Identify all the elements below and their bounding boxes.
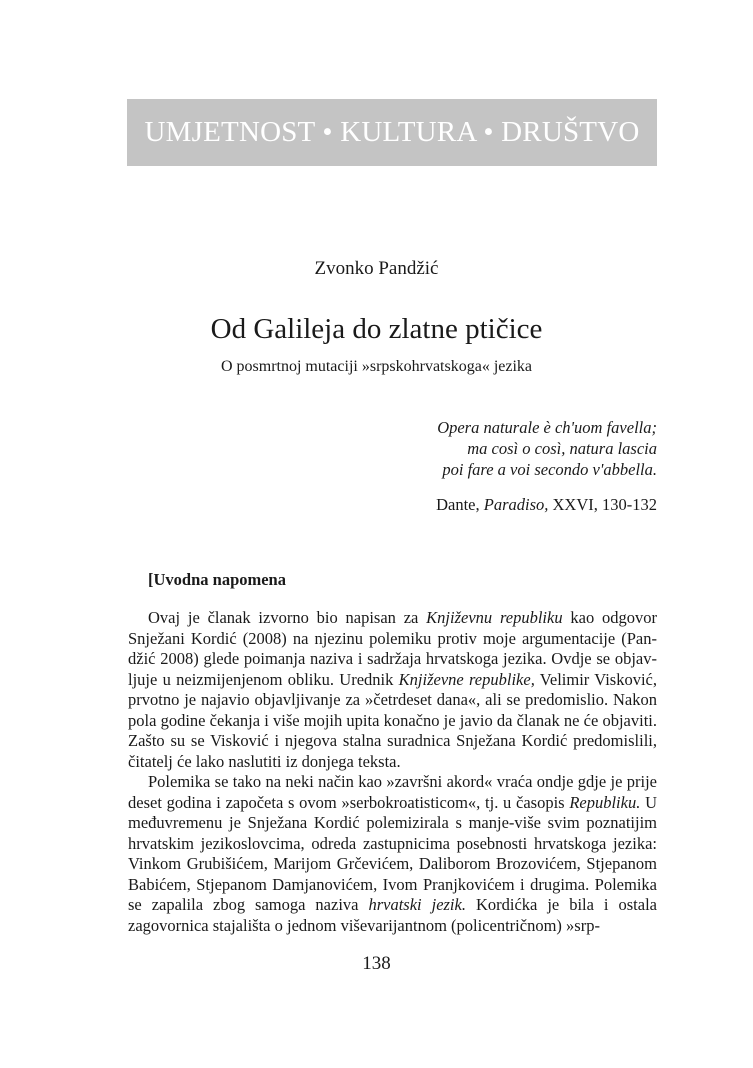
text-run: Velimir Visković, prvotno je najavio objavljivanje za »četrdeset dana«, ali se predomislio. Nakon pola godine čekanja i više mojih upita konačno je javio da članak ne će objaviti. Zašto su se Visković i njegova stalna suradnica Snježana Kordić predomislili, čitatelj će lako naslutiti iz donjega teksta. [128, 669, 657, 771]
text-run: U međuvremenu je Snježana Kordić polemizirala s manje-više svim poznatijim hrvatskim jezikoslovcima, odreda zastupnicima posebnosti hrvatskoga jezika: Vinkom Grubišićem, Marijom Grčevićem, Daliborom Brozovićem, Stjepanom Babićem, Stjepanom Damjanovićem, Ivom Pranjkovićem i drugima. Polemika se zapalila zbog samoga naziva [128, 792, 657, 914]
italic-run: Književnu republiku [426, 608, 563, 627]
italic-run: hrvatski jezik. [368, 895, 466, 914]
epigraph-line: ma così o così, natura lascia [467, 439, 657, 458]
epigraph-source [436, 495, 657, 515]
page-number: 138 [362, 953, 391, 974]
banner-text: UMJETNOST • KULTURA • DRUŠTVO [144, 116, 640, 148]
italic-run: Književne republike, [398, 669, 535, 689]
source-author: Dante, [436, 495, 484, 514]
paragraph [128, 608, 657, 772]
article-author: Zvonko Pandžić [314, 258, 439, 279]
source-reference: XXVI, 130-132 [548, 495, 657, 514]
article-subtitle: O posmrtnoj mutaciji »srpskohrvatskoga« jezika [220, 358, 533, 375]
text-run: kao odgovor Snježani Kordić (2008) na njezinu polemiku protiv moje argumentacije (Pandžić 2008) glede poimanja naziva i sadržaja hrvatskoga jezika. Ovdje se objavljuje u neizmijenjenom obliku. Urednik [128, 608, 657, 689]
italic-run: Republiku. [569, 792, 641, 812]
article-title: Od Galileja do zlatne ptičice [210, 313, 543, 345]
text-run: Polemika se tako na neki način kao »završni akord« vraća ondje gdje je prije deset godina i započeta s ovom »serbokroatisticom«, tj. u časopis [128, 772, 657, 812]
epigraph-line: Opera naturale è ch'uom favella; [437, 418, 657, 437]
text-run: Ovaj je članak izvorno bio napisan za [148, 608, 427, 627]
source-work: Paradiso, [483, 495, 549, 514]
epigraph [437, 417, 657, 480]
paragraph [128, 772, 657, 936]
section-heading: [Uvodna napomena [148, 570, 286, 589]
epigraph-line: poi fare a voi secondo v'abbella. [442, 460, 657, 479]
section-banner [127, 99, 657, 166]
text-run: Kordićka je bila i ostala zagovornica stajališta o jednom viševarijantnom (policentričnom) »srp- [128, 895, 657, 935]
body-text [128, 608, 657, 936]
